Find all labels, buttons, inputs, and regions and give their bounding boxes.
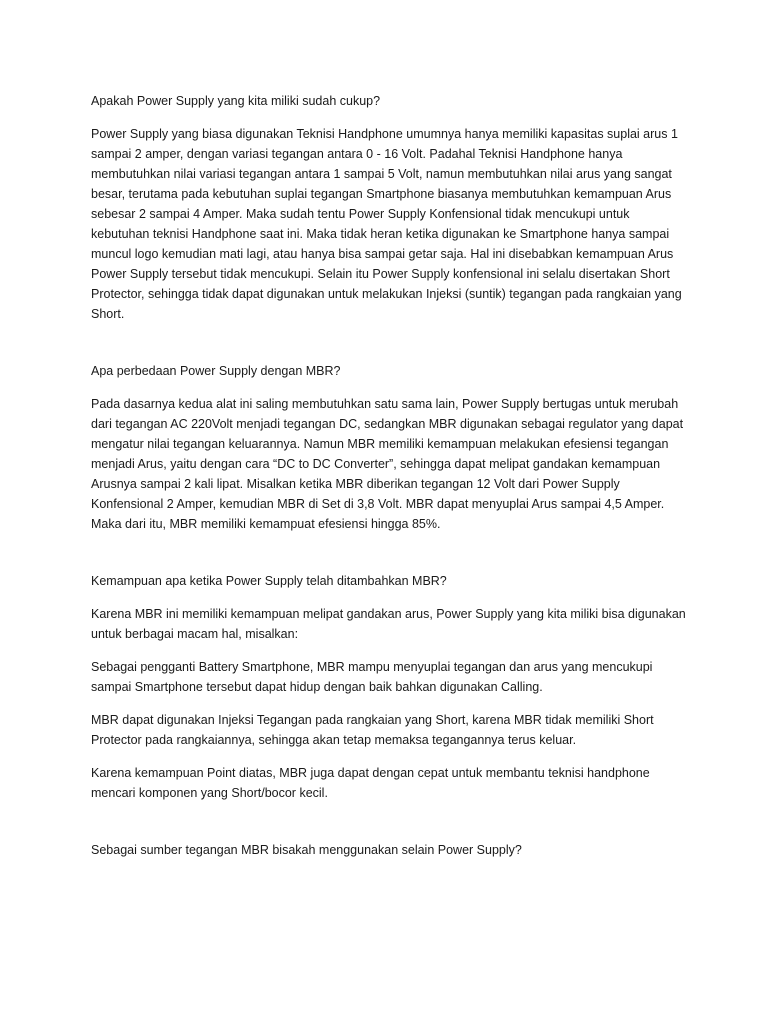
document-body bbox=[91, 91, 691, 873]
question-heading: Kemampuan apa ketika Power Supply telah ditambahkan MBR? bbox=[91, 574, 447, 588]
body-paragraph: Pada dasarnya kedua alat ini saling membutuhkan satu sama lain, Power Supply bertugas untuk merubah dari tegangan AC 220Volt menjadi tegangan DC, sedangkan MBR digunakan sebagai regulator yang dapat mengatur nilai tegangan keluarannya. Namun MBR memiliki kemampuan melakukan efesiensi tegangan menjadi Arus, yaitu dengan cara “DC to DC Converter”, sehingga dapat melipat gandakan kemampuan Arusnya sampai 2 kali lipat. Misalkan ketika MBR diberikan tegangan 12 Volt dari Power Supply Konfensional 2 Amper, kemudian MBR di Set di 3,8 Volt. MBR dapat menyuplai Arus sampai 4,5 Amper. Maka dari itu, MBR memiliki kemampuat efesiensi hingga 85%. bbox=[91, 397, 684, 531]
body-paragraph: Karena MBR ini memiliki kemampuan melipat gandakan arus, Power Supply yang kita miliki bisa digunakan untuk berbagai macam hal, misalkan: bbox=[91, 607, 686, 641]
question-heading: Sebagai sumber tegangan MBR bisakah menggunakan selain Power Supply? bbox=[91, 843, 522, 857]
question-heading: Apakah Power Supply yang kita miliki sudah cukup? bbox=[91, 94, 381, 108]
question-heading: Apa perbedaan Power Supply dengan MBR? bbox=[91, 364, 341, 378]
body-paragraph: MBR dapat digunakan Injeksi Tegangan pada rangkaian yang Short, karena MBR tidak memiliki Short Protector pada rangkaiannya, sehingga akan tetap memaksa tegangannya terus keluar. bbox=[91, 713, 654, 747]
body-paragraph: Sebagai pengganti Battery Smartphone, MBR mampu menyuplai tegangan dan arus yang mencukupi sampai Smartphone tersebut dapat hidup dengan baik bahkan digunakan Calling. bbox=[91, 660, 653, 694]
body-paragraph: Power Supply yang biasa digunakan Teknisi Handphone umumnya hanya memiliki kapasitas suplai arus 1 sampai 2 amper, dengan variasi tegangan antara 0 - 16 Volt. Padahal Teknisi Handphone hanya membutuhkan nilai variasi tegangan antara 1 sampai 5 Volt, namun membutuhkan nilai arus yang sangat besar, terutama pada kebutuhan suplai tegangan Smartphone biasanya membutuhkan kemampuan Arus sebesar 2 sampai 4 Amper. Maka sudah tentu Power Supply Konfensional tidak mencukupi untuk kebutuhan teknisi Handphone saat ini. Maka tidak heran ketika digunakan ke Smartphone hanya sampai muncul logo kemudian mati lagi, atau hanya bisa sampai getar saja. Hal ini disebabkan kemampuan Arus Power Supply tersebut tidak mencukupi. Selain itu Power Supply konfensional ini selalu disertakan Short Protector, sehingga tidak dapat digunakan untuk melakukan Injeksi (suntik) tegangan pada rangkaian yang Short. bbox=[91, 127, 682, 321]
body-paragraph: Karena kemampuan Point diatas, MBR juga dapat dengan cepat untuk membantu teknisi handphone mencari komponen yang Short/bocor kecil. bbox=[91, 766, 650, 800]
